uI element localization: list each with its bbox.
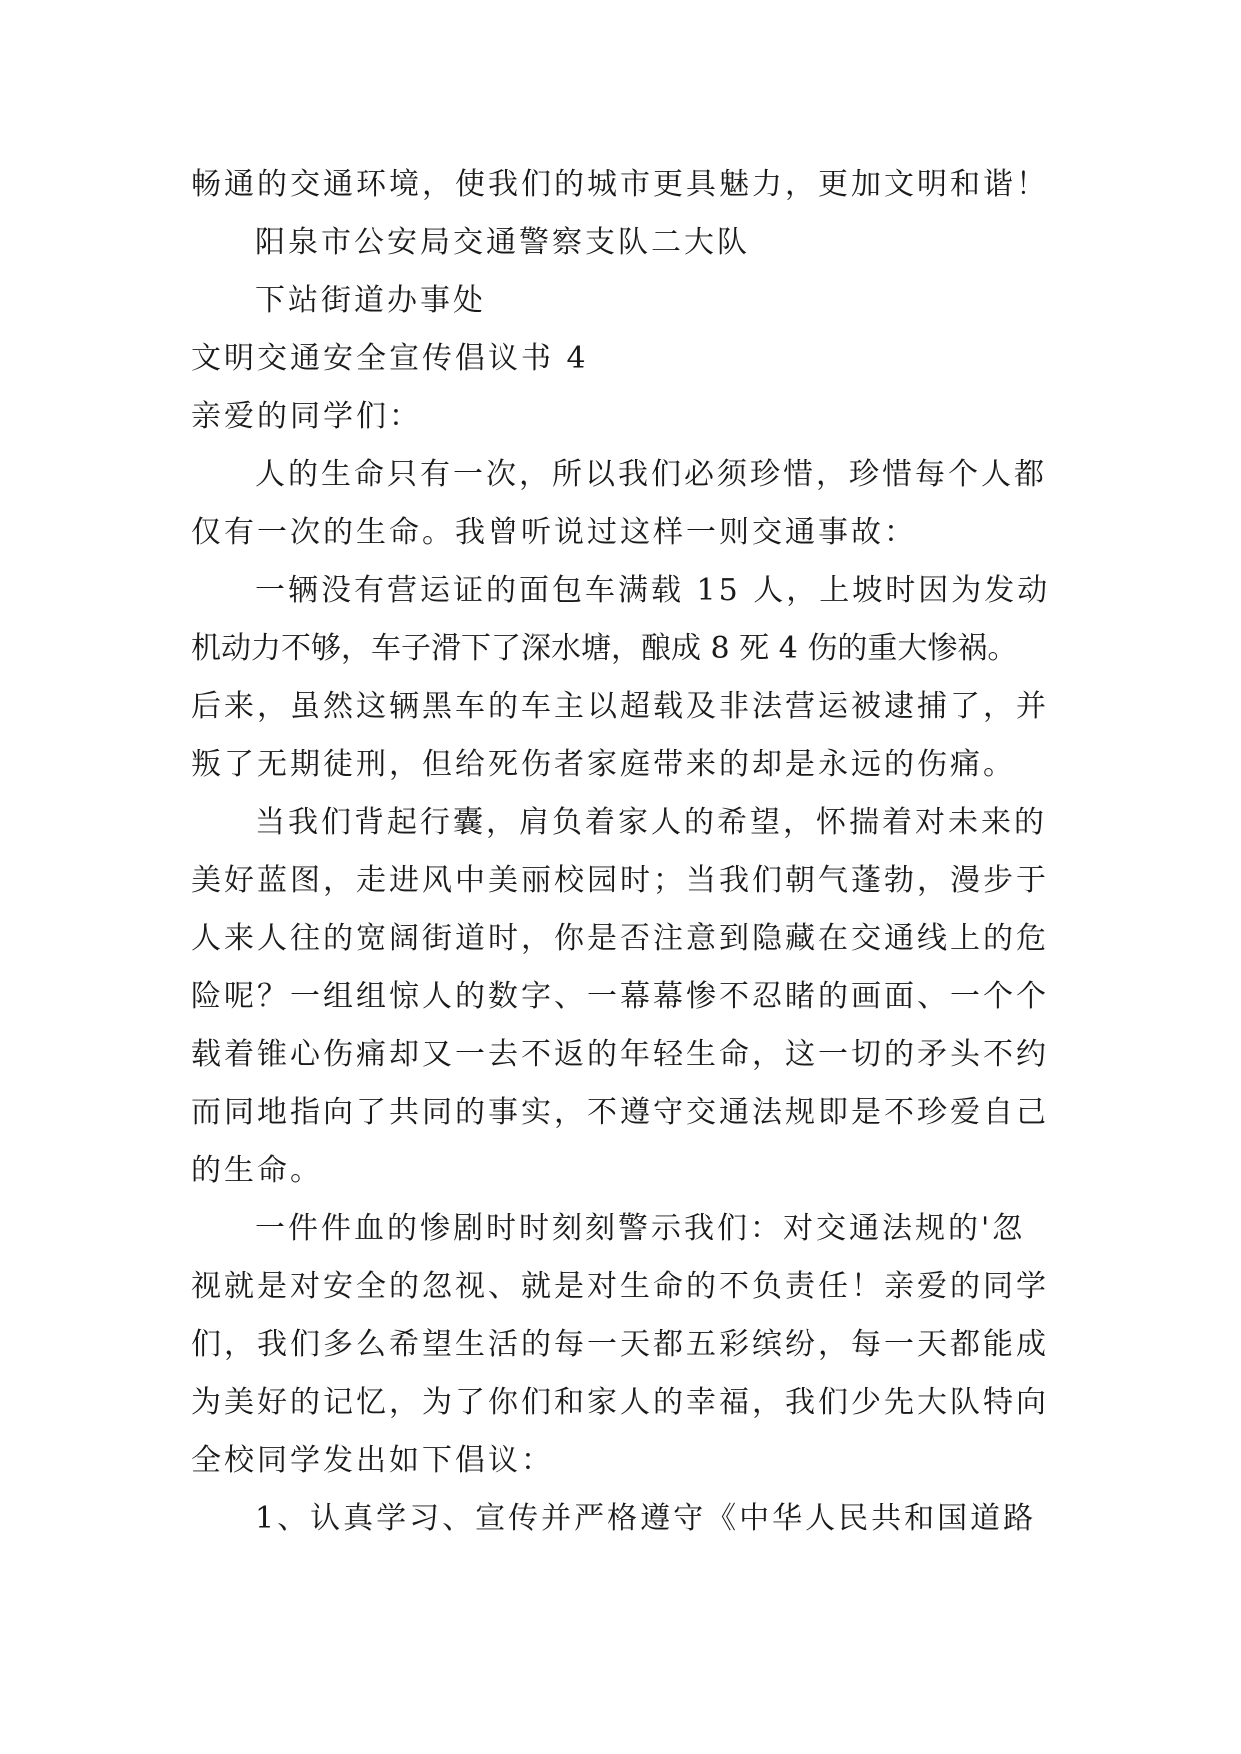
section-title: 文明交通安全宣传倡议书 4 — [191, 341, 589, 376]
text-line: 为美好的记忆，为了你们和家人的幸福，我们少先大队特向 — [191, 1385, 1049, 1420]
text-line: 后来，虽然这辆黑车的车主以超载及非法营运被逮捕了，并 — [191, 689, 1049, 724]
text-line: 的生命。 — [191, 1153, 323, 1188]
text-line: 全校同学发出如下倡议： — [191, 1443, 554, 1478]
text-line: 当我们背起行囊，肩负着家人的希望，怀揣着对未来的 — [255, 805, 1047, 840]
text-line: 视就是对安全的忽视、就是对生命的不负责任！亲爱的同学 — [191, 1269, 1049, 1304]
text-line: 们，我们多么希望生活的每一天都五彩缤纷，每一天都能成 — [191, 1327, 1049, 1362]
text-line: 而同地指向了共同的事实，不遵守交通法规即是不珍爱自己 — [191, 1095, 1049, 1130]
salutation: 亲爱的同学们： — [191, 399, 422, 434]
list-item: 1、认真学习、宣传并严格遵守《中华人民共和国道路 — [255, 1501, 1037, 1536]
signature-line: 阳泉市公安局交通警察支队二大队 — [255, 225, 750, 260]
document-body — [191, 156, 1053, 1548]
signature-line: 下站街道办事处 — [255, 283, 486, 318]
text-line: 一件件血的惨剧时时刻刻警示我们：对交通法规的'忽 — [255, 1211, 1026, 1246]
text-line: 载着锥心伤痛却又一去不返的年轻生命，这一切的矛头不约 — [191, 1037, 1049, 1072]
text-line: 险呢？一组组惊人的数字、一幕幕惨不忍睹的画面、一个个 — [191, 979, 1049, 1014]
text-line: 叛了无期徒刑，但给死伤者家庭带来的却是永远的伤痛。 — [191, 747, 1016, 782]
text-line: 一辆没有营运证的面包车满载 15 人，上坡时因为发动 — [255, 573, 1051, 608]
text-line: 仅有一次的生命。我曾听说过这样一则交通事故： — [191, 515, 917, 550]
text-line: 美好蓝图，走进风中美丽校园时；当我们朝气蓬勃，漫步于 — [191, 863, 1049, 898]
text-line: 人来人往的宽阔街道时，你是否注意到隐藏在交通线上的危 — [191, 921, 1049, 956]
text-line: 机动力不够，车子滑下了深水塘，酿成 8 死 4 伤的重大惨祸。 — [191, 631, 1018, 666]
text-line: 畅通的交通环境，使我们的城市更具魅力，更加文明和谐！ — [191, 167, 1049, 202]
text-line: 人的生命只有一次，所以我们必须珍惜，珍惜每个人都 — [255, 457, 1047, 492]
